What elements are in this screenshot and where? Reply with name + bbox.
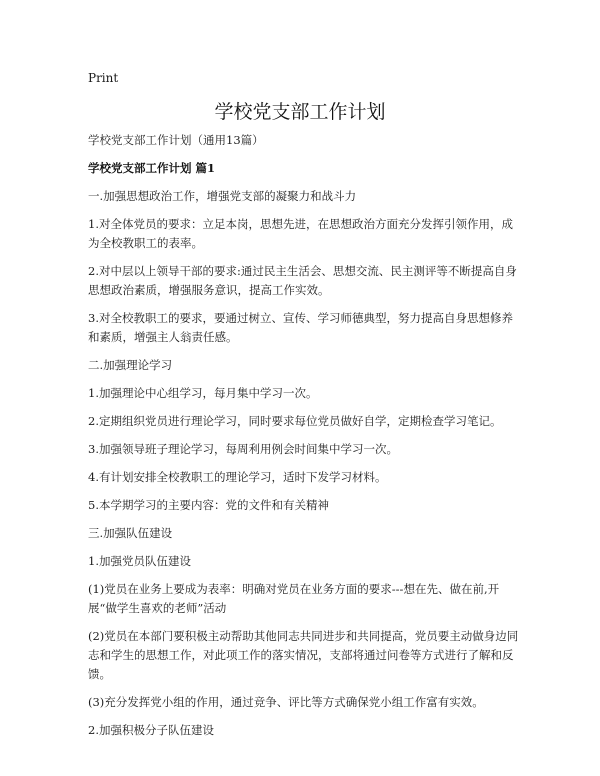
paragraph: 1.加强党员队伍建设 — [88, 554, 191, 568]
paragraph: 3.对全校教职工的要求，要通过树立、宣传、学习师德典型，努力提高自身思想修养和素质，增强主人翁责任感。 — [88, 311, 513, 344]
paragraph: (1)党员在业务上要成为表率：明确对党员在业务方面的要求---想在先、做在前,开展“做学生喜欢的老师”活动 — [88, 582, 500, 615]
paragraph: 5.本学期学习的主要内容：党的文件和有关精神 — [88, 498, 329, 512]
print-link[interactable]: Print — [88, 71, 119, 85]
paragraph: 2.定期组织党员进行理论学习，同时要求每位党员做好自学，定期检查学习笔记。 — [88, 414, 502, 428]
paragraph: (2)党员在本部门要积极主动帮助其他同志共同进步和共同提高，党员要主动做身边同志和学生的思想工作，对此项工作的落实情况，支部将通过问卷等方式进行了解和反馈。 — [88, 629, 519, 681]
paragraph: 一.加强思想政治工作，增强党支部的凝聚力和战斗力 — [88, 189, 357, 203]
paragraph: 3.加强领导班子理论学习，每周利用例会时间集中学习一次。 — [88, 442, 398, 456]
paragraph: 2.加强积极分子队伍建设 — [88, 723, 214, 737]
paragraph: (3)充分发挥党小组的作用，通过竞争、评比等方式确保党小组工作富有实效。 — [88, 695, 484, 709]
paragraph: 二.加强理论学习 — [88, 358, 173, 372]
document-body — [88, 131, 520, 740]
document-title: 学校党支部工作计划 — [214, 101, 386, 123]
paragraph: 4.有计划安排全校教职工的理论学习，适时下发学习材料。 — [88, 470, 387, 484]
paragraph: 2.对中层以上领导干部的要求:通过民主生活会、思想交流、民主测评等不断提高自身思想政治素质，增强服务意识，提高工作实效。 — [88, 264, 517, 297]
paragraph: 三.加强队伍建设 — [88, 526, 173, 540]
paragraph: 1.加强理论中心组学习，每月集中学习一次。 — [88, 386, 318, 400]
section-heading: 学校党支部工作计划 篇1 — [88, 161, 216, 175]
paragraph: 1.对全体党员的要求：立足本岗，思想先进，在思想政治方面充分发挥引领作用，成为全校教职工的表率。 — [88, 217, 513, 250]
document-subtitle: 学校党支部工作计划（通用13篇） — [88, 133, 264, 147]
